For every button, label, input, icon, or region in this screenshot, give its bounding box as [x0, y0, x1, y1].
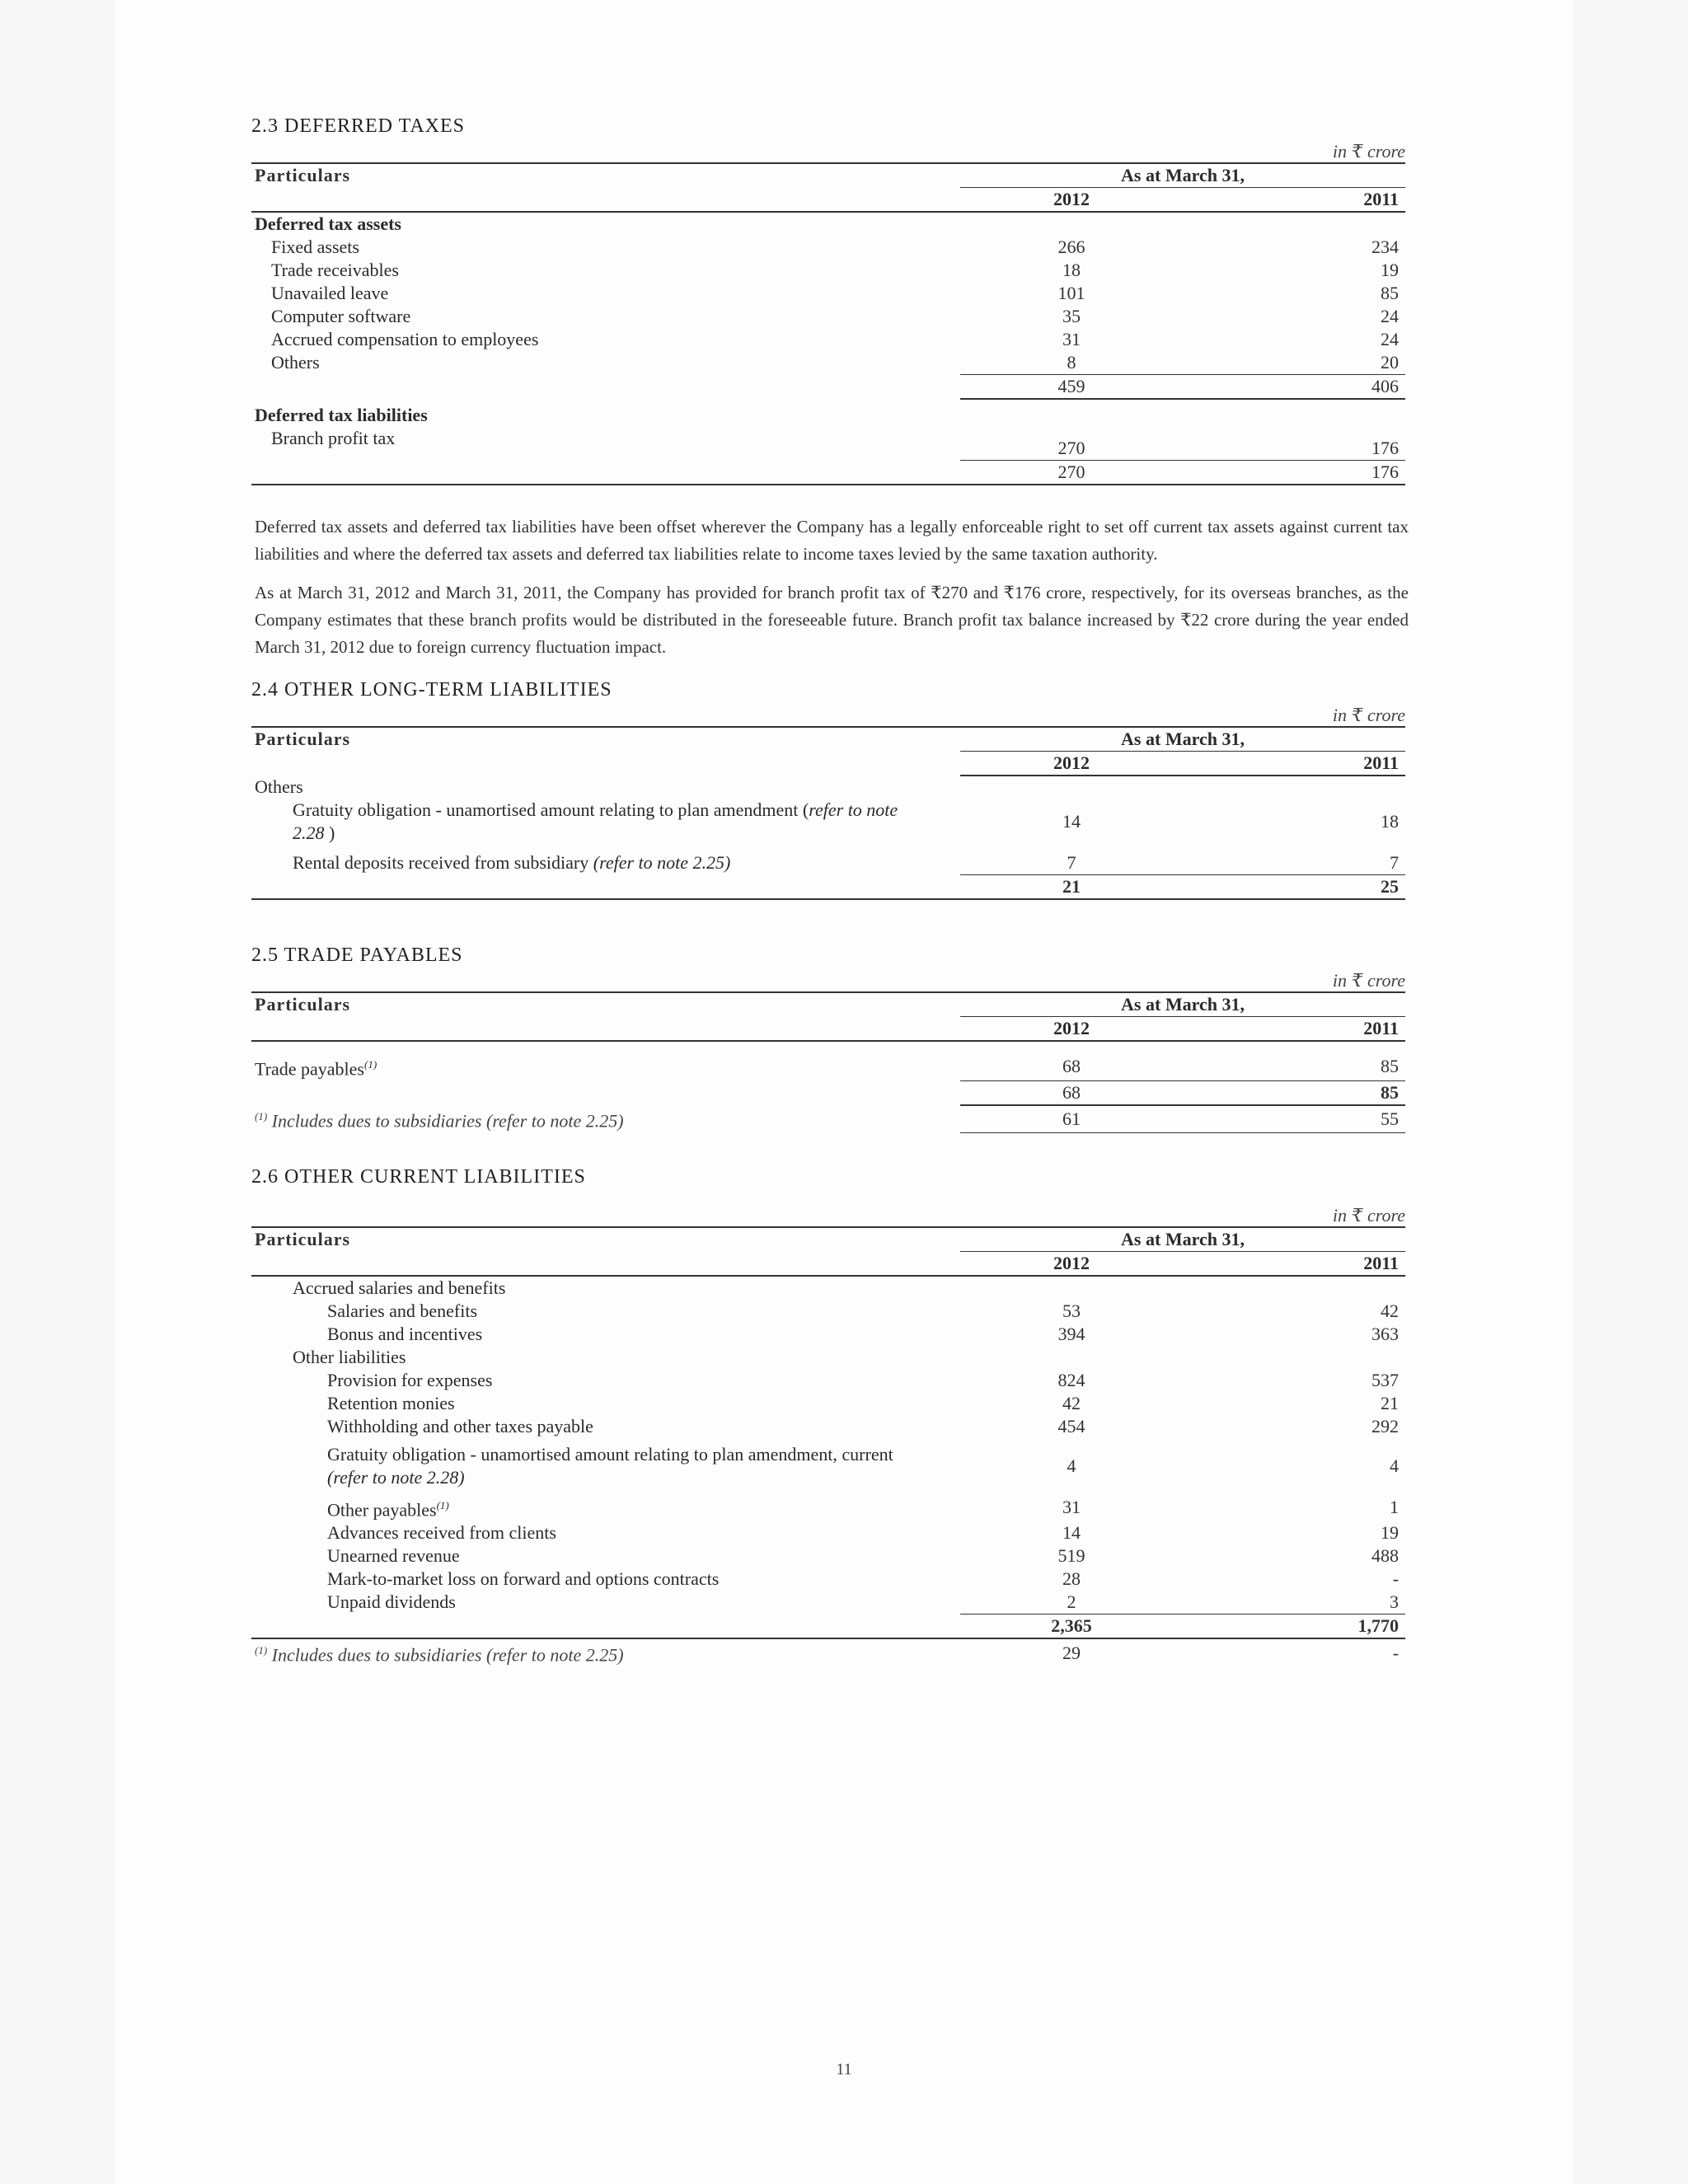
table-row: Gratuity obligation - unamortised amount relating to plan amendment, current (refer to note 2.28) 4 4 — [327, 1443, 1400, 1488]
header-year-2011: 2011 — [1183, 188, 1405, 213]
header-as-at: As at March 31, — [960, 1227, 1405, 1252]
header-year-2012: 2012 — [960, 188, 1183, 213]
deferred-taxes-table — [251, 162, 1405, 485]
table-row-total: 21 25 — [251, 875, 1405, 900]
document-page — [115, 0, 1573, 2184]
table-row: Branch profit tax 270 176 — [251, 427, 1405, 461]
header-particulars: Particulars — [251, 992, 960, 1017]
row-heading-other-liabilities: Other liabilities — [293, 1346, 406, 1367]
table-row: Unearned revenue 519 488 — [327, 1544, 1400, 1566]
section-title-other-current-liabilities: 2.6 OTHER CURRENT LIABILITIES — [251, 1165, 586, 1188]
header-particulars: Particulars — [251, 163, 960, 188]
table-row: Retention monies 42 21 — [327, 1392, 1400, 1413]
table-row: Bonus and incentives 394 363 — [327, 1323, 1400, 1344]
table-row: Unavailed leave 101 85 — [271, 283, 1400, 303]
header-year-2011: 2011 — [1183, 752, 1405, 776]
table-row: Salaries and benefits 53 42 — [327, 1300, 1400, 1321]
table-row-footnote: $^{(1)}$ Includes dues to subsidiaries (refer to note 2.25) 61 55 — [251, 1105, 1405, 1132]
paragraph-offset: Deferred tax assets and deferred tax liabilities have been offset wherever the Company has a legally enforceable right to set off current tax assets against current tax liabilities and where the deferred tax assets and deferred tax liabilities relate to income taxes levied by the same taxation authority. — [255, 517, 1409, 564]
table-row-footnote: $^{(1)}$ Includes dues to subsidiaries (refer to note 2.25) 29 - — [255, 1642, 1400, 1666]
header-year-2012: 2012 — [960, 1251, 1183, 1276]
table-row: Accrued compensation to employees 31 24 — [271, 329, 1400, 349]
header-year-2011: 2011 — [1183, 1017, 1405, 1042]
table-row: Advances received from clients 14 19 — [327, 1521, 1400, 1543]
section-title-other-long-term-liabilities: 2.4 OTHER LONG-TERM LIABILITIES — [251, 679, 612, 701]
unit-label: in ₹ crore — [1332, 705, 1405, 725]
table-row-total: 2,365 1,770 — [251, 1614, 1405, 1638]
row-heading-deferred-tax-assets: Deferred tax assets — [255, 213, 401, 234]
header-year-2012: 2012 — [960, 1017, 1183, 1042]
table-row: Others 8 20 — [251, 351, 1405, 375]
paragraph-branch-profit-tax: As at March 31, 2012 and March 31, 2011, the Company has provided for branch profit tax of ₹270 and ₹176 crore, respectively, for its overseas branches, as the Company estimates that these branch profits would be distributed in the foreseeable future. Branch profit tax balance increased by ₹22 crore during the year ended March 31, 2012 due to foreign currency fluctuation impact. — [255, 583, 1409, 657]
table-row: Gratuity obligation - unamortised amount relating to plan amendment (refer to note 2.28 ) 14 18 — [293, 799, 1400, 843]
header-year-2011: 2011 — [1183, 1251, 1405, 1276]
header-year-2012: 2012 — [960, 752, 1183, 776]
unit-label: in ₹ crore — [1332, 1204, 1405, 1226]
header-as-at: As at March 31, — [960, 992, 1405, 1017]
header-particulars: Particulars — [251, 727, 960, 752]
other-long-term-liabilities-table — [251, 726, 1405, 900]
unit-label: in ₹ crore — [1332, 141, 1405, 162]
header-as-at: As at March 31, — [960, 163, 1405, 188]
table-row-total: 459 406 — [251, 375, 1405, 400]
table-row: Trade payables$^{(1)}$ 68 85 — [251, 1053, 1405, 1080]
table-row: Mark-to-market loss on forward and options contracts 28 - — [327, 1568, 1400, 1589]
trade-payables-table — [251, 991, 1405, 1133]
table-row: Unpaid dividends 2 3 — [251, 1591, 1405, 1615]
table-row: Trade receivables 18 19 — [271, 260, 1400, 280]
other-current-liabilities-table — [251, 1226, 1405, 1667]
row-heading-others: Others — [255, 776, 303, 797]
table-row: Computer software 35 24 — [271, 306, 1400, 326]
page-content — [251, 115, 1529, 1666]
row-heading-accrued-salaries: Accrued salaries and benefits — [293, 1277, 506, 1298]
table-row: Withholding and other taxes payable 454 292 — [327, 1415, 1400, 1436]
header-as-at: As at March 31, — [960, 727, 1405, 752]
table-row: Rental deposits received from subsidiary (refer to note 2.25) 7 7 — [251, 851, 1405, 875]
table-row: Provision for expenses 824 537 — [327, 1369, 1400, 1390]
header-particulars: Particulars — [251, 1227, 960, 1252]
page-number: 11 — [836, 2060, 852, 2079]
table-row-total: 68 85 — [251, 1080, 1405, 1105]
unit-label: in ₹ crore — [1332, 970, 1405, 991]
section-title-deferred-taxes: 2.3 DEFERRED TAXES — [251, 115, 465, 137]
row-heading-deferred-tax-liabilities: Deferred tax liabilities — [255, 405, 428, 425]
table-row-total: 270 176 — [251, 461, 1405, 485]
section-title-trade-payables: 2.5 TRADE PAYABLES — [251, 944, 463, 966]
table-row: Other payables$^{(1)}$ 31 1 — [327, 1497, 1400, 1520]
table-row: Fixed assets 266 234 — [271, 237, 1400, 257]
